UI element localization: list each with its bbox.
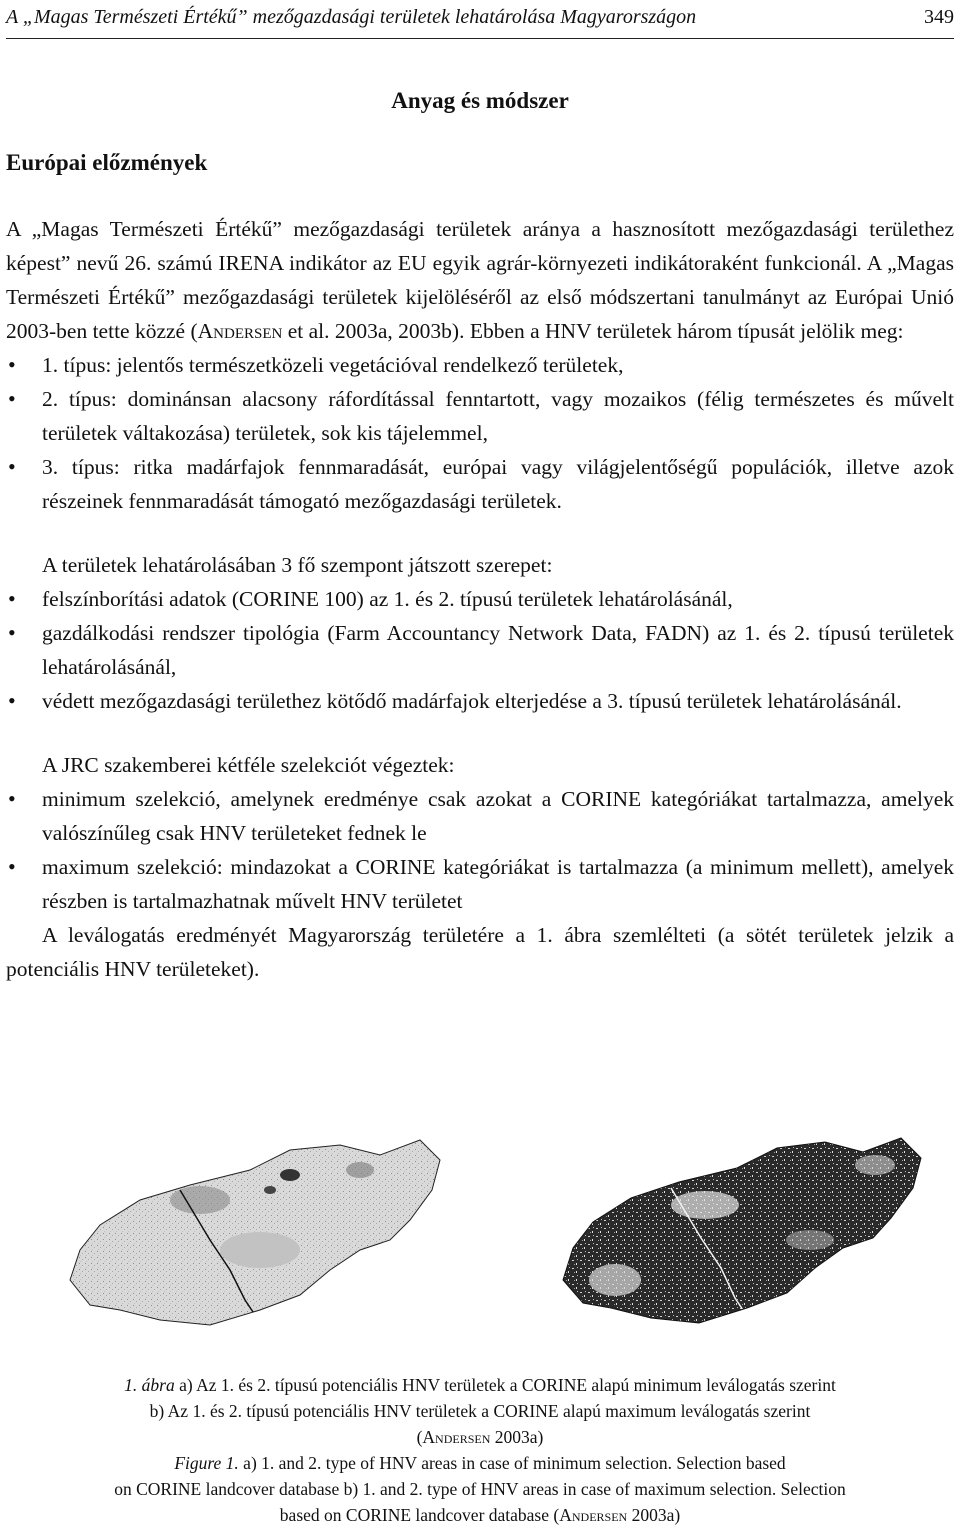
citation-author: Andersen <box>197 319 283 343</box>
list-item: • minimum szelekció, amelynek eredménye csak azokat a CORINE kategóriákat tartalmazza, amelyek valószínűleg csak HNV területeket fednek le <box>6 782 954 850</box>
page-number: 349 <box>924 6 954 28</box>
selection-list <box>6 782 954 918</box>
selection-intro: A JRC szakemberei kétféle szelekciót végeztek: <box>42 753 455 777</box>
caption-en-line2: on CORINE landcover database b) 1. and 2. type of HNV areas in case of maximum selection. Selection <box>114 1479 846 1499</box>
caption-en-line1 <box>10 1450 950 1476</box>
caption-en-open: based on CORINE landcover database ( <box>279 1505 560 1525</box>
caption-hu-label: 1. ábra <box>124 1375 175 1395</box>
hungary-map-a <box>60 1130 445 1330</box>
caption-hu-text1: a) Az 1. és 2. típusú potenciális HNV területek a CORINE alapú minimum leválogatás szerint <box>174 1375 836 1395</box>
caption-hu-line2: b) Az 1. és 2. típusú potenciális HNV területek a CORINE alapú maximum leválogatás szerint <box>149 1401 811 1421</box>
caption-hu-close: 2003a) <box>490 1427 544 1447</box>
map-minimum-selection <box>60 1130 445 1330</box>
hnv-types-list <box>6 348 954 518</box>
list-item: • felszínborítási adatok (CORINE 100) az 1. és 2. típusú területek lehatárolásánál, <box>6 582 954 616</box>
criteria-list <box>6 582 954 718</box>
caption-hu-author: Andersen <box>422 1427 491 1447</box>
list-item: • 2. típus: dominánsan alacsony ráfordítással fenntartott, vagy mozaikos (félig természetes és művelt területek váltakozása) területek, sok kis tájelemmel, <box>6 382 954 450</box>
intro-text: A „Magas Természeti Értékű” mezőgazdasági területek aránya a hasznosított mezőgazdasági területhez képest” nevű 26. számú IRENA indikátor az EU egyik agrár-környezeti indikátoraként funkcionál. A „Magas Természeti Értékű” mezőgazdasági területek kijelöléséről az első módszertani tanulmányt az Európai Unió 2003-ben tette közzé ( <box>6 217 954 343</box>
intro-text-end: et al. 2003a, 2003b). Ebben a HNV területek három típusát jelölik meg: <box>282 319 904 343</box>
caption-hu-line1 <box>10 1372 950 1398</box>
section-title: Anyag és módszer <box>391 88 569 113</box>
caption-en-close: 2003a) <box>627 1505 681 1525</box>
list-item: • maximum szelekció: mindazokat a CORINE kategóriákat is tartalmazza (a minimum mellett), amelyek részben is tartalmazhatnak művelt HNV területet <box>6 850 954 918</box>
selection-closing: A leválogatás eredményét Magyarország területére a 1. ábra szemlélteti (a sötét területek jelzik a potenciális HNV területeket). <box>6 923 954 981</box>
figure-maps <box>0 1130 960 1350</box>
body-text <box>6 212 954 986</box>
caption-hu-open: ( <box>416 1427 423 1447</box>
caption-en-author: Andersen <box>559 1505 628 1525</box>
caption-en-line3 <box>10 1502 950 1528</box>
caption-en-text1: a) 1. and 2. type of HNV areas in case of minimum selection. Selection based <box>238 1453 786 1473</box>
list-item: • védett mezőgazdasági területhez kötődő madárfajok elterjedése a 3. típusú területek lehatárolásánál. <box>6 684 954 718</box>
caption-hu-line3 <box>10 1424 950 1450</box>
subsection-title: Európai előzmények <box>6 150 208 175</box>
running-header-title: A „Magas Természeti Értékű” mezőgazdasági területek lehatárolása Magyarországon <box>6 6 697 28</box>
figure-caption <box>10 1372 950 1528</box>
criteria-intro: A területek lehatárolásában 3 fő szempont játszott szerepet: <box>42 553 553 577</box>
map-maximum-selection <box>555 1130 925 1330</box>
caption-en-label: Figure 1. <box>174 1453 239 1473</box>
list-item: • gazdálkodási rendszer tipológia (Farm Accountancy Network Data, FADN) az 1. és 2. típusú területek lehatárolásánál, <box>6 616 954 684</box>
running-header <box>6 4 954 39</box>
intro-paragraph <box>6 212 954 348</box>
list-item: • 3. típus: ritka madárfajok fennmaradását, európai vagy világjelentőségű populációk, illetve azok részeinek fennmaradását támogató mezőgazdasági területek. <box>6 450 954 518</box>
list-item: • 1. típus: jelentős természetközeli vegetációval rendelkező területek, <box>6 348 954 382</box>
hungary-map-b <box>555 1130 925 1330</box>
